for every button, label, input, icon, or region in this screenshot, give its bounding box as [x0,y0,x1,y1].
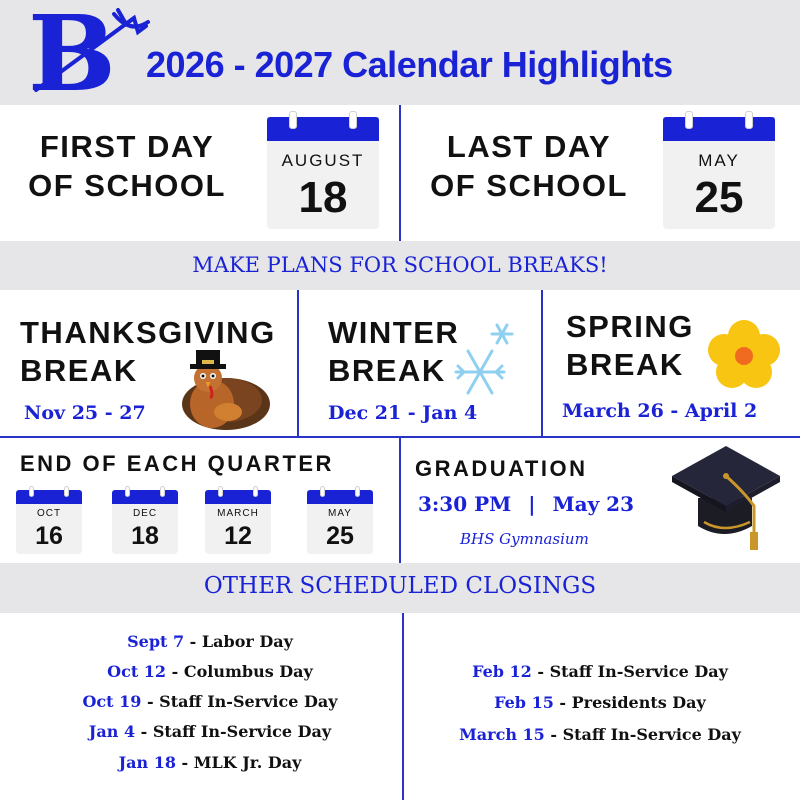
quarter-month: DEC [132,508,158,519]
graduation-separator: | [528,492,536,516]
break-divider-2 [541,290,543,438]
first-day-label-line1: FIRST DAY [39,129,215,164]
graduation-title: GRADUATION [415,456,588,481]
first-day-label [22,127,232,205]
graduation-time: 3:30 PM [418,492,512,516]
logo-letter: B [28,4,116,100]
quarter-grad-divider [399,438,401,563]
quarter-calendar-icon [205,490,271,554]
spring-break-title [566,308,694,384]
last-day-number: 25 [694,173,744,222]
quarter-day: 25 [326,522,354,550]
snowflake-icon [452,318,522,402]
closing-item: Oct 19 - Staff In-Service Day [82,692,338,711]
page-title: 2026 - 2027 Calendar Highlights [146,44,673,85]
closing-item: Sept 7 - Labor Day [127,632,293,651]
last-day-label-line1: LAST DAY [446,129,612,164]
closing-item: Oct 12 - Columbus Day [107,662,313,681]
first-day-calendar-icon [267,117,379,229]
winter-break-title [328,314,459,390]
thanksgiving-dates: Nov 25 - 27 [24,402,146,424]
first-last-day-section [0,105,800,241]
breaks-heading-band [0,241,800,290]
quarter-month: MAY [328,508,352,519]
closing-item: Feb 15 - Presidents Day [494,693,706,712]
first-day-label-line2: OF SCHOOL [28,168,226,203]
quarter-title: END OF EACH QUARTER [20,451,334,476]
header [0,0,800,105]
winter-line2: BREAK [328,353,446,388]
breaks-section [0,290,800,438]
closings-heading: OTHER SCHEDULED CLOSINGS [203,573,597,599]
break-divider-1 [297,290,299,438]
closing-item: March 15 - Staff In-Service Day [459,725,741,744]
flower-icon [708,320,780,390]
graduation-date: May 23 [552,492,635,516]
last-day-label [424,127,634,205]
quarter-calendar-icon [112,490,178,554]
closing-item: Feb 12 - Staff In-Service Day [472,662,728,681]
winter-line1: WINTER [328,315,460,350]
closing-item: Jan 4 - Staff In-Service Day [88,722,332,741]
first-day-month: AUGUST [281,151,365,170]
spring-line2: BREAK [566,347,684,382]
winter-dates: Dec 21 - Jan 4 [328,402,478,424]
quarter-calendar-icon [16,490,82,554]
quarter-day: 16 [35,522,63,550]
breaks-heading: MAKE PLANS FOR SCHOOL BREAKS! [192,253,608,277]
quarter-month: MARCH [217,508,259,519]
first-day-number: 18 [298,173,348,222]
quarter-day: 12 [224,522,252,550]
thanksgiving-line2: BREAK [20,353,138,388]
graduation-cap-icon [664,442,784,560]
graduation-location: BHS Gymnasium [460,530,589,548]
closing-item: Jan 18 - MLK Jr. Day [118,753,302,772]
quarter-month: OCT [36,508,62,519]
spring-dates: March 26 - April 2 [562,400,758,422]
school-logo-icon [22,4,152,100]
spring-line1: SPRING [566,309,694,344]
last-day-month: MAY [698,151,740,170]
thanksgiving-line1: THANKSGIVING [20,315,276,350]
last-day-calendar-icon [663,117,775,229]
last-day-label-line2: OF SCHOOL [430,168,628,203]
first-last-divider [399,105,401,241]
turkey-icon [168,346,272,432]
graduation-time-date [418,492,634,516]
closings-heading-band [0,563,800,613]
quarter-calendar-icon [307,490,373,554]
quarter-day: 18 [131,522,159,550]
